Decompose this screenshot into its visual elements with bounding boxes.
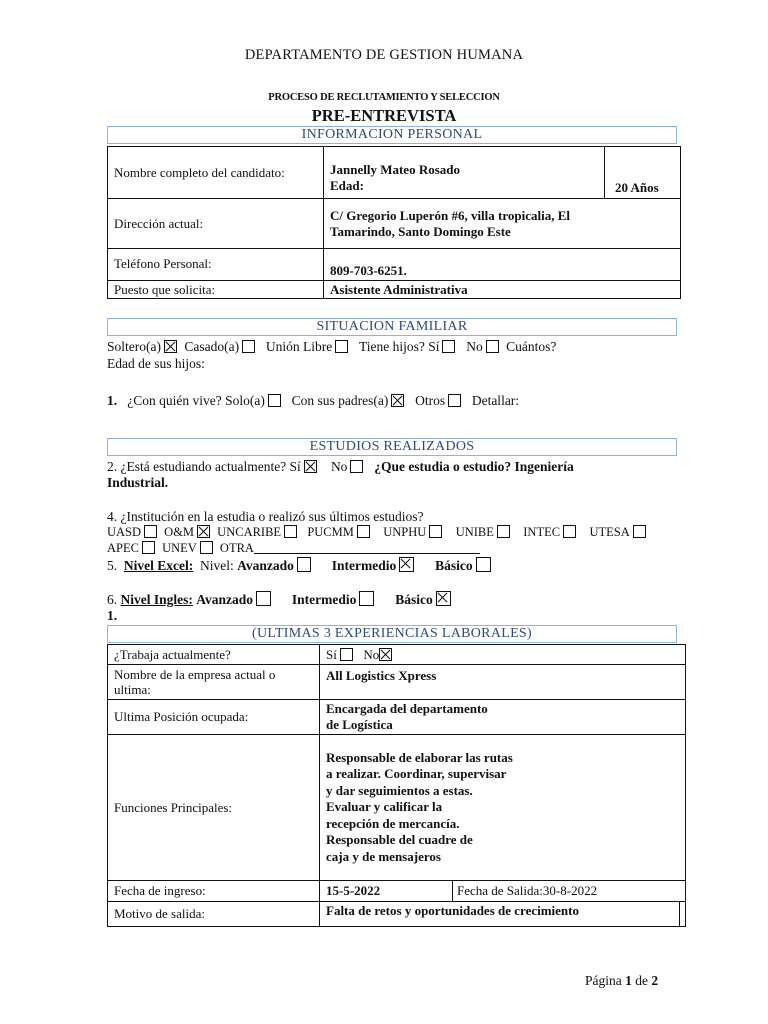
institution-question: 4. ¿Institución en la estudia o realizó sus últimos estudios? <box>107 509 424 524</box>
position-label: Puesto que solicita: <box>108 281 324 299</box>
inst-unev-label: UNEV <box>162 541 197 555</box>
inst-uasd-checkbox[interactable] <box>144 525 157 538</box>
company-label <box>108 665 320 700</box>
age-value: 20 Años <box>605 147 681 199</box>
english-advanced-label: Avanzado <box>196 592 254 607</box>
free-union-checkbox[interactable] <box>335 340 348 353</box>
excel-advanced-checkbox[interactable] <box>297 557 311 572</box>
what-study-value: Industrial. <box>107 475 169 490</box>
company-label-line-1: Nombre de la empresa actual o <box>114 667 276 682</box>
how-many-label: Cuántos? <box>506 339 557 354</box>
inst-utesa-label: UTESA <box>589 525 630 539</box>
working-label: ¿Trabaja actualmente? <box>108 645 320 665</box>
company-label-line-2: ultima: <box>114 682 151 697</box>
page-number <box>585 973 658 989</box>
inst-apec-label: APEC <box>107 541 139 555</box>
name-label: Nombre completo del candidato: <box>108 147 324 199</box>
personal-info-table <box>107 146 681 299</box>
english-row <box>107 591 455 608</box>
english-number: 6. <box>107 592 118 607</box>
last-position-line-2: de Logística <box>326 717 393 732</box>
married-checkbox[interactable] <box>242 340 255 353</box>
has-kids-label: Tiene hijos? Sí <box>358 339 440 354</box>
reason-value: Falta de retos y oportunidades de crecimiento <box>320 902 680 927</box>
address-line-1: C/ Gregorio Luperón #6, villa tropicalia, El <box>330 207 571 223</box>
english-advanced-checkbox[interactable] <box>256 591 271 606</box>
inst-utesa-checkbox[interactable] <box>633 525 646 538</box>
age-label: Edad: <box>330 177 364 193</box>
lives-with-row <box>107 393 519 409</box>
start-date-label: Fecha de ingreso: <box>108 881 320 902</box>
english-basic-label: Básico <box>395 592 433 607</box>
has-kids-yes-checkbox[interactable] <box>442 340 455 353</box>
page-title: PRE-ENTREVISTA <box>311 106 457 125</box>
free-union-label: Unión Libre <box>265 339 333 354</box>
excel-basic-label: Básico <box>435 558 473 573</box>
studying-row <box>107 459 574 475</box>
inst-pucmm-checkbox[interactable] <box>357 525 370 538</box>
with-parents-label: Con sus padres(a) <box>291 393 389 408</box>
list-number-one: 1. <box>107 608 118 623</box>
inst-other-label: OTRA <box>219 541 254 555</box>
studying-yes-checkbox[interactable] <box>304 460 317 473</box>
others-label: Otros <box>415 393 446 408</box>
with-parents-checkbox[interactable] <box>391 394 404 407</box>
name-age-cell <box>324 147 605 199</box>
english-intermediate-label: Intermedio <box>291 592 357 607</box>
alone-checkbox[interactable] <box>268 394 281 407</box>
married-label: Casado(a) <box>184 339 240 354</box>
inst-unibe-checkbox[interactable] <box>497 525 510 538</box>
last-position-label: Ultima Posición ocupada: <box>108 700 320 735</box>
address-cell <box>324 199 681 249</box>
inst-om-label: O&M <box>164 525 195 539</box>
english-basic-checkbox[interactable] <box>436 591 451 606</box>
english-intermediate-checkbox[interactable] <box>359 591 374 606</box>
page-of: de <box>635 973 648 988</box>
section-family: SITUACION FAMILIAR <box>107 318 677 336</box>
company-value: All Logistics Xpress <box>320 665 686 700</box>
address-label: Dirección actual: <box>108 199 324 249</box>
has-kids-no-label: No <box>466 339 483 354</box>
kids-age-label: Edad de sus hijos: <box>107 356 205 371</box>
function-line: y dar seguimientos a estas. <box>326 782 473 798</box>
others-checkbox[interactable] <box>448 394 461 407</box>
reason-label: Motivo de salida: <box>108 902 320 927</box>
lives-with-number: 1. <box>107 393 118 408</box>
has-kids-no-checkbox[interactable] <box>486 340 499 353</box>
excel-advanced-label: Avanzado <box>237 558 294 573</box>
inst-pucmm-label: PUCMM <box>307 525 354 539</box>
phone-label: Teléfono Personal: <box>108 249 324 281</box>
working-yes-checkbox[interactable] <box>340 648 353 661</box>
section-work-experience: (ULTIMAS 3 EXPERIENCIAS LABORALES) <box>107 625 677 643</box>
excel-label: Nivel Excel: <box>123 558 194 573</box>
end-date-label: Fecha de Salida:30-8-2022 <box>453 881 686 902</box>
reason-empty-cell <box>680 902 686 927</box>
inst-intec-label: INTEC <box>523 525 561 539</box>
address-line-2: Tamarindo, Santo Domingo Este <box>330 223 511 239</box>
work-experience-table <box>107 644 686 927</box>
single-checkbox[interactable] <box>164 340 177 353</box>
function-line: Responsable del cuadre de <box>326 832 473 848</box>
last-position-line-1: Encargada del departamento <box>326 701 488 716</box>
institution-row-2 <box>107 541 480 556</box>
working-no-label: No <box>363 646 380 662</box>
functions-label: Funciones Principales: <box>108 735 320 881</box>
marital-status-row <box>107 339 556 355</box>
inst-unphu-checkbox[interactable] <box>429 525 442 538</box>
inst-uasd-label: UASD <box>107 525 142 539</box>
inst-unphu-label: UNPHU <box>383 525 427 539</box>
working-options <box>320 645 686 665</box>
page-current: 1 <box>625 973 632 988</box>
function-line: Evaluar y calificar la <box>326 799 443 815</box>
detail-label: Detallar: <box>471 393 520 408</box>
institution-row-1 <box>107 525 650 540</box>
name-value: Jannelly Mateo Rosado <box>330 161 460 177</box>
excel-intermediate-label: Intermedio <box>331 558 397 573</box>
studying-no-checkbox[interactable] <box>350 460 363 473</box>
inst-apec-checkbox[interactable] <box>142 541 155 554</box>
what-study-label: ¿Que estudia o estudio? Ingeniería <box>374 459 574 474</box>
working-yes-label: Sí <box>326 646 337 662</box>
studying-no-label: No <box>330 459 348 474</box>
functions-cell <box>320 735 686 881</box>
english-label: Nivel Ingles: <box>120 592 193 607</box>
department-title: DEPARTAMENTO DE GESTION HUMANA <box>244 47 524 63</box>
position-value: Asistente Administrativa <box>324 281 681 299</box>
excel-number: 5. <box>107 558 118 573</box>
page-total: 2 <box>651 973 659 988</box>
section-personal-info: INFORMACION PERSONAL <box>107 126 677 144</box>
studying-label: 2. ¿Está estudiando actualmente? Sí <box>107 459 301 474</box>
lives-with-label: ¿Con quién vive? Solo(a) <box>127 393 265 408</box>
function-line: a realizar. Coordinar, supervisar <box>326 766 507 782</box>
inst-other-line[interactable] <box>254 553 480 554</box>
last-position-cell <box>320 700 686 735</box>
phone-value: 809-703-6251. <box>324 249 681 281</box>
section-studies: ESTUDIOS REALIZADOS <box>107 438 677 456</box>
function-line: caja y de mensajeros <box>326 848 441 864</box>
start-date-value: 15-5-2022 <box>320 881 453 902</box>
function-line: recepción de mercancía. <box>326 815 460 831</box>
excel-level-label: Nivel: <box>199 558 234 573</box>
inst-uncaribe-label: UNCARIBE <box>217 525 282 539</box>
excel-row <box>107 557 495 574</box>
excel-intermediate-checkbox[interactable] <box>399 557 414 572</box>
single-label: Soltero(a) <box>107 339 161 354</box>
inst-uncaribe-checkbox[interactable] <box>284 525 297 538</box>
inst-intec-checkbox[interactable] <box>563 525 576 538</box>
function-line: Responsable de elaborar las rutas <box>326 749 513 765</box>
excel-basic-checkbox[interactable] <box>476 557 491 572</box>
working-no-checkbox[interactable] <box>379 648 392 661</box>
inst-unibe-label: UNIBE <box>455 525 494 539</box>
inst-om-checkbox[interactable] <box>197 525 210 538</box>
page-prefix: Página <box>585 973 622 988</box>
inst-unev-checkbox[interactable] <box>200 541 213 554</box>
process-title: PROCESO DE RECLUTAMIENTO Y SELECCION <box>268 92 500 103</box>
